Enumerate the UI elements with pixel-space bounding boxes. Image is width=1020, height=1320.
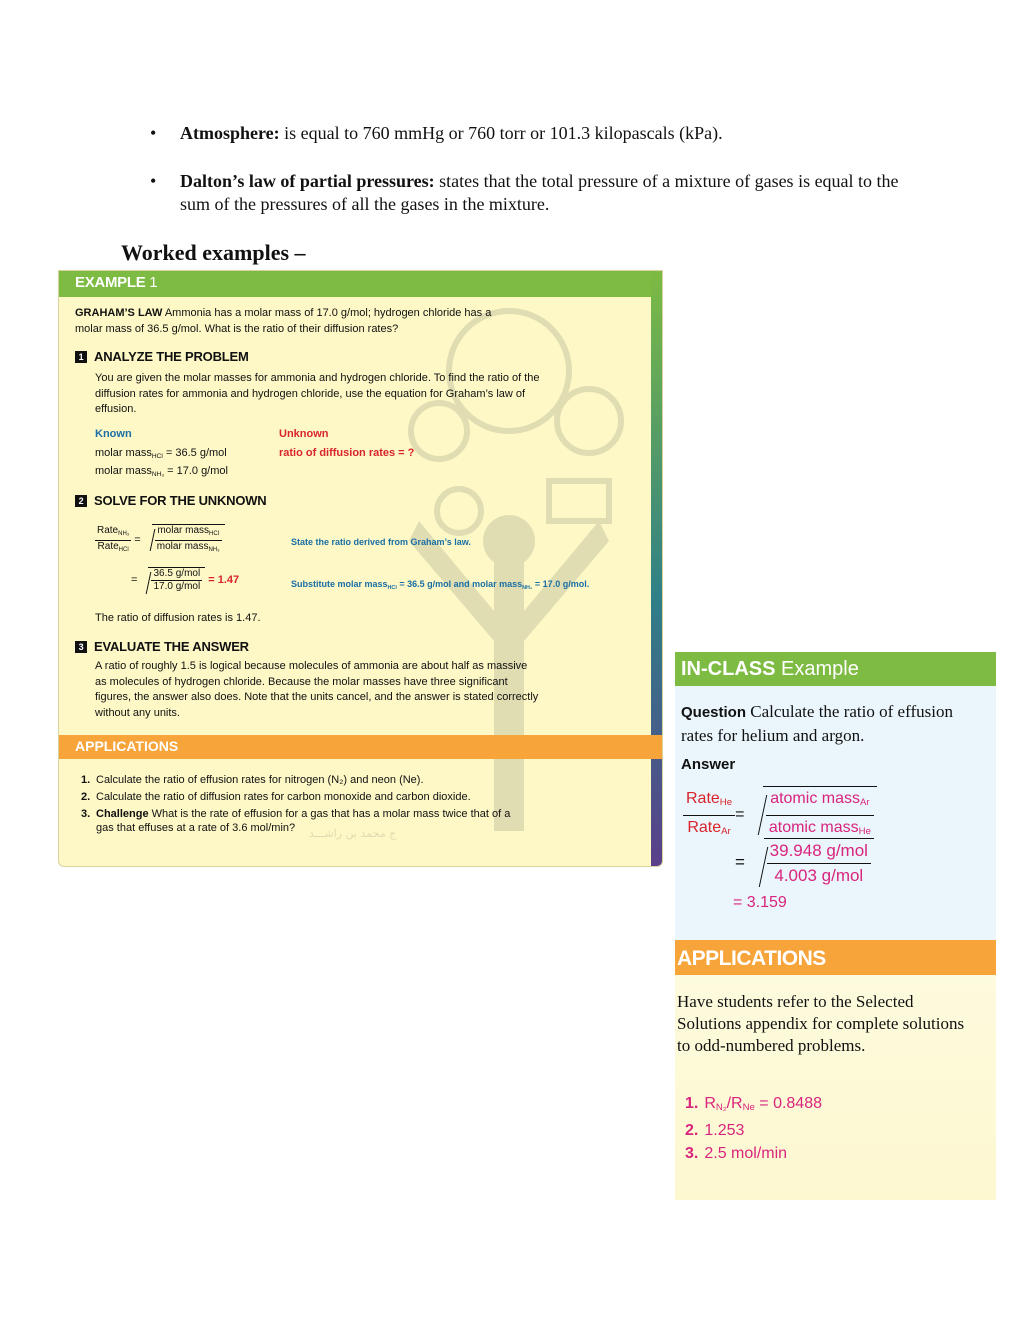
answer-item: 2. 1.253 bbox=[685, 1122, 745, 1139]
side-stripe bbox=[651, 271, 662, 867]
bullet-daltons-law bbox=[150, 170, 910, 216]
applications-list bbox=[81, 773, 531, 838]
problem-statement: GRAHAM’S LAW Ammonia has a molar mass of 17.0 g/mol; hydrogen chloride has a molar mass of 36.5 g/mol. What is the ratio of their diffusion rates? bbox=[75, 307, 492, 335]
in-class-applications-text: Have students refer to the Selected Solutions appendix for complete solutions to odd-numbered problems. bbox=[677, 992, 965, 1055]
unknown-label: Unknown bbox=[279, 428, 329, 440]
example-panel bbox=[58, 270, 663, 867]
in-class-result: = 3.159 bbox=[733, 894, 787, 911]
note-substitute: Substitute molar mass$_{HCl}$ = 36.5 g/mol and molar mass$_{NH_3}$ = 17.0 g/mol. bbox=[291, 579, 590, 591]
bullet-term: Dalton’s law of partial pressures: bbox=[180, 171, 435, 191]
answers-list bbox=[685, 1092, 822, 1165]
in-class-substitution: = $\frac{\text{39.948 g/mol}}{\text{4.003 g/mol}}$ bbox=[735, 838, 874, 888]
step-evaluate-heading: 3 EVALUATE THE ANSWER bbox=[75, 639, 249, 655]
in-class-header: IN-CLASS Example bbox=[675, 652, 996, 686]
substituted-equation: = $\frac{\text{36.5 g/mol}}{\text{17.0 g/mol}}$ = 1.47 bbox=[131, 568, 240, 592]
in-class-equation: $\frac{Rate_{He}}{Rate_{Ar}}$ = $\frac{atomic mass_{Ar}}{atomic mass_{He}}$ bbox=[683, 786, 877, 844]
in-class-applications-header: APPLICATIONS bbox=[675, 940, 996, 975]
bullet-text: states that the total pressure of a mixture of gases is equal to the sum of the pressures of all the gases in the mixture. bbox=[180, 171, 899, 214]
definition-list bbox=[150, 122, 910, 241]
application-item: 1. Calculate the ratio of effusion rates for nitrogen (N₂) and neon (Ne). bbox=[81, 774, 424, 786]
application-item: 3. Challenge What is the rate of effusion for a gas that has a molar mass twice that of a gas that effuses at a rate of 3.6 mol/min? bbox=[81, 808, 511, 834]
worked-examples-heading: Worked examples – bbox=[121, 240, 306, 265]
bullet-dot: • bbox=[150, 123, 157, 143]
application-item: 2. Calculate the ratio of diffusion rates for carbon monoxide and carbon dioxide. bbox=[81, 791, 471, 803]
evaluate-text: A ratio of roughly 1.5 is logical because molecules of ammonia are about half as massive as molecules of hydrogen chloride. Because the molar masses have three significant figures, the answer also does. Note that the units cancel, and the answer is stated correctly without any units. bbox=[95, 660, 539, 719]
answer-item: 1. $R_{N_2}/R_{Ne} = 0.8488$ bbox=[685, 1095, 822, 1113]
step-solve-heading: 2 SOLVE FOR THE UNKNOWN bbox=[75, 493, 267, 509]
in-class-panel bbox=[675, 652, 996, 1200]
arabic-watermark: ج محمد بن راشـــد bbox=[309, 827, 397, 840]
unknown-ratio: ratio of diffusion rates = ? bbox=[279, 447, 415, 459]
example-header bbox=[59, 271, 663, 297]
bullet-text: is equal to 760 mmHg or 760 torr or 101.3 kilopascals (kPa). bbox=[279, 123, 723, 143]
step-analyze-heading: 1 ANALYZE THE PROBLEM bbox=[75, 349, 249, 365]
answer-item: 3. 2.5 mol/min bbox=[685, 1145, 788, 1162]
bullet-dot: • bbox=[150, 171, 157, 191]
known-molar-mass-hcl: molar mass$_{HCl}$ = 36.5 g/mol bbox=[95, 447, 227, 460]
answer-label: Answer bbox=[681, 756, 736, 773]
note-state-ratio: State the ratio derived from Graham’s law. bbox=[291, 537, 471, 547]
applications-header: APPLICATIONS bbox=[59, 735, 663, 759]
example-title: EXAMPLE 1 bbox=[75, 274, 158, 291]
grahams-law-equation: $\frac{Rate_{NH_3}}{Rate_{HCl}}$ = $\frac{molar mass_{HCl}}{molar mass_{NH_3}}$ bbox=[95, 524, 225, 556]
known-label: Known bbox=[95, 428, 132, 440]
ratio-result-text: The ratio of diffusion rates is 1.47. bbox=[95, 612, 261, 624]
analyze-text: You are given the molar masses for ammonia and hydrogen chloride. To find the ratio of the diffusion rates for ammonia and hydrogen chloride, use the equation for Graham’s law of effusion. bbox=[95, 372, 540, 415]
in-class-question: Question Calculate the ratio of effusion rates for helium and argon. bbox=[681, 702, 953, 745]
bullet-term: Atmosphere: bbox=[180, 123, 280, 143]
bullet-atmosphere bbox=[150, 122, 910, 145]
known-molar-mass-nh3: molar mass$_{NH_3}$ = 17.0 g/mol bbox=[95, 465, 228, 478]
